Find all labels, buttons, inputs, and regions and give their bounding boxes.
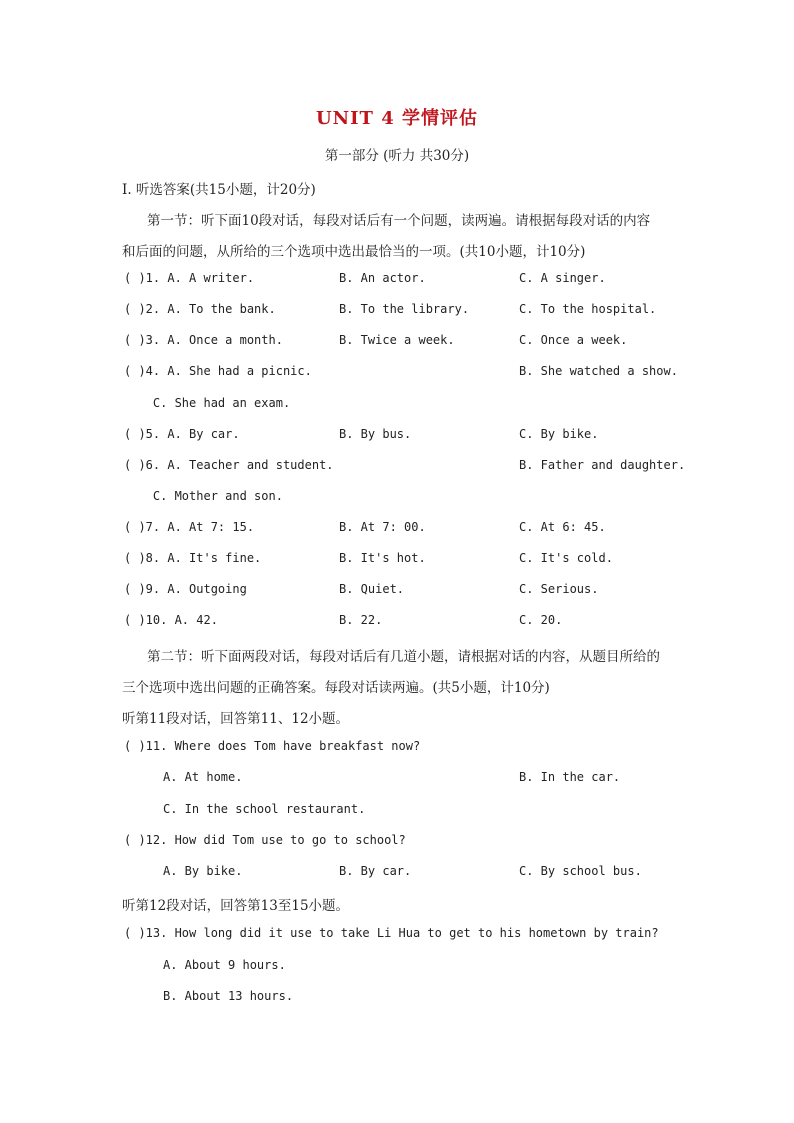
- question-row: [0, 333, 794, 353]
- question-row: [0, 551, 794, 571]
- dialog11-intro: 听第11段对话，回答第11、12小题。: [122, 711, 350, 727]
- q12-option-c: C. By school bus.: [519, 864, 642, 878]
- q13-option-a: A. About 9 hours.: [163, 958, 286, 972]
- option-b: B. To the library.: [339, 302, 470, 316]
- option-c: C. It's cold.: [519, 551, 613, 565]
- part1-intro-line1: 第一节：听下面10段对话，每段对话后有一个问题，读两遍。请根据每段对话的内容: [147, 213, 651, 229]
- option-b: B. An actor.: [339, 271, 426, 285]
- question-stem: ( )7. A. At 7: 15.: [124, 520, 255, 534]
- question-row: [0, 302, 794, 322]
- option-b: B. Quiet.: [339, 582, 405, 596]
- option-c: C. By bike.: [519, 427, 599, 441]
- option-c: B. Father and daughter.: [519, 458, 686, 472]
- part2-intro-line2: 三个选项中选出问题的正确答案。每段对话读两遍。(共5小题，计10分): [122, 680, 550, 696]
- question-stem: C. Mother and son.: [124, 489, 283, 503]
- option-b: B. 22.: [339, 613, 383, 627]
- option-b: B. Twice a week.: [339, 333, 455, 347]
- option-b: B. It's hot.: [339, 551, 426, 565]
- question-13: ( )13. How long did it use to take Li Hua to get to his hometown by train?: [124, 926, 659, 940]
- question-stem: C. She had an exam.: [124, 396, 291, 410]
- question-stem: ( )9. A. Outgoing: [124, 582, 247, 596]
- question-stem: ( )1. A. A writer.: [124, 271, 255, 285]
- dialog12-intro: 听第12段对话，回答第13至15小题。: [122, 898, 350, 914]
- q11-option-a: A. At home.: [163, 770, 243, 784]
- question-row: [0, 489, 794, 509]
- option-c: B. She watched a show.: [519, 364, 678, 378]
- question-stem: ( )3. A. Once a month.: [124, 333, 283, 347]
- q11-option-b: B. In the car.: [519, 770, 621, 784]
- question-row: [0, 520, 794, 540]
- question-row: [0, 458, 794, 478]
- part2-intro-line1: 第二节：听下面两段对话，每段对话后有几道小题，请根据对话的内容，从题目所给的: [147, 649, 660, 665]
- option-c: C. Serious.: [519, 582, 599, 596]
- option-c: C. Once a week.: [519, 333, 628, 347]
- option-b: B. By bus.: [339, 427, 412, 441]
- question-12: ( )12. How did Tom use to go to school?: [124, 833, 406, 847]
- question-stem: ( )6. A. Teacher and student.: [124, 458, 334, 472]
- q13-option-b: B. About 13 hours.: [163, 989, 294, 1003]
- question-row: [0, 613, 794, 633]
- section-heading: Ⅰ. 听选答案(共15小题，计20分): [122, 182, 316, 198]
- question-stem: ( )5. A. By car.: [124, 427, 240, 441]
- q12-option-b: B. By car.: [339, 864, 412, 878]
- question-row: [0, 582, 794, 602]
- question-row: [0, 364, 794, 384]
- q12-option-a: A. By bike.: [163, 864, 243, 878]
- question-stem: ( )10. A. 42.: [124, 613, 218, 627]
- option-c: C. To the hospital.: [519, 302, 657, 316]
- option-c: C. At 6: 45.: [519, 520, 606, 534]
- question-stem: ( )4. A. She had a picnic.: [124, 364, 312, 378]
- section-subtitle: 第一部分 (听力 共30分): [324, 148, 470, 164]
- question-stem: ( )8. A. It's fine.: [124, 551, 262, 565]
- option-c: C. A singer.: [519, 271, 606, 285]
- question-row: [0, 271, 794, 291]
- question-stem: ( )2. A. To the bank.: [124, 302, 276, 316]
- page-title: UNIT 4 学情评估: [315, 108, 479, 129]
- question-11: ( )11. Where does Tom have breakfast now?: [124, 739, 421, 753]
- option-c: C. 20.: [519, 613, 563, 627]
- question-row: [0, 396, 794, 416]
- part1-intro-line2: 和后面的问题，从所给的三个选项中选出最恰当的一项。(共10小题，计10分): [122, 244, 586, 260]
- option-b: B. At 7: 00.: [339, 520, 426, 534]
- q11-option-c: C. In the school restaurant.: [163, 802, 366, 816]
- question-row: [0, 427, 794, 447]
